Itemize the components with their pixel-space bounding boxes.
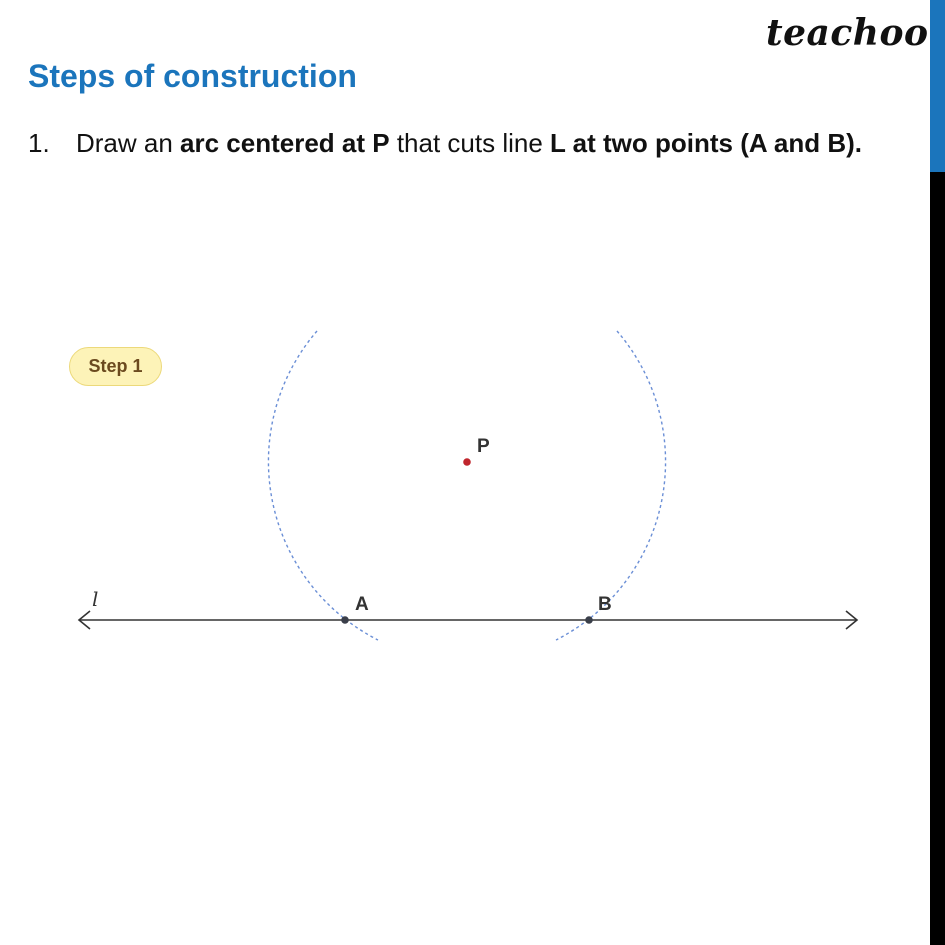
step-badge: Step 1 bbox=[69, 347, 162, 386]
step-text-part: L at two points (A and B). bbox=[550, 128, 863, 158]
step-number: 1. bbox=[28, 128, 50, 158]
step-text-part: Draw an bbox=[76, 128, 181, 158]
teachoo-logo: teachoo bbox=[766, 12, 929, 54]
point-b bbox=[585, 616, 593, 624]
label-p: P bbox=[477, 436, 490, 457]
label-a: A bbox=[355, 594, 369, 615]
label-b: B bbox=[598, 594, 612, 615]
step-text-part: arc centered at P bbox=[180, 128, 390, 158]
label-line-l: l bbox=[92, 587, 99, 611]
side-bar-accent bbox=[930, 0, 945, 172]
point-p bbox=[463, 458, 471, 466]
step-text-part: that cuts line bbox=[389, 128, 551, 158]
point-a bbox=[341, 616, 349, 624]
page-title: Steps of construction bbox=[28, 58, 357, 94]
